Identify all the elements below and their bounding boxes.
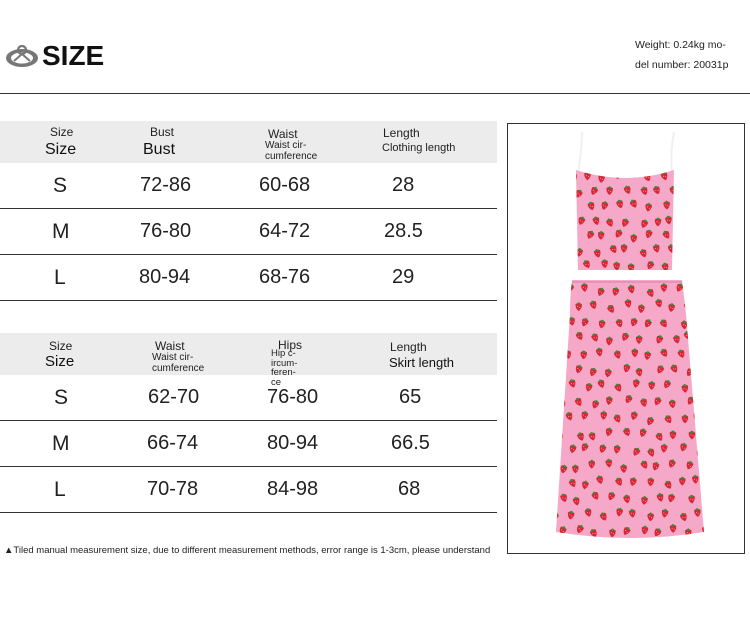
strawberry-icon bbox=[568, 260, 577, 271]
top-size-table bbox=[0, 121, 497, 301]
strawberry-icon bbox=[561, 301, 568, 310]
strawberry-icon bbox=[705, 395, 714, 406]
weight-text: Weight: 0.24kg mo- bbox=[635, 39, 726, 51]
table-row: M 76-80 64-72 28.5 bbox=[0, 209, 497, 255]
logo bbox=[4, 40, 104, 72]
strawberry-icon bbox=[549, 478, 559, 489]
strawberry-icon bbox=[548, 446, 556, 456]
header-cell-waist: Waist Waist cir- cumference bbox=[110, 333, 225, 375]
hanger-logo-icon bbox=[4, 41, 40, 71]
strawberry-set-illustration bbox=[508, 124, 744, 553]
header-cell-hips: Hips Hip c- ircum- feren- ce bbox=[225, 333, 340, 375]
strawberry-icon bbox=[696, 319, 704, 329]
table-row: S 62-70 76-80 65 bbox=[0, 375, 497, 421]
skirt-size-table bbox=[0, 333, 497, 513]
header-cell-bust: Bust Bust bbox=[110, 121, 225, 163]
table-header-row bbox=[0, 333, 497, 375]
strawberry-icon bbox=[703, 429, 710, 439]
strawberry-icon bbox=[696, 284, 705, 295]
strawberry-icon bbox=[632, 169, 638, 178]
model-number-text: del number: 20031p bbox=[635, 59, 729, 71]
header-cell-size: Size Size bbox=[0, 121, 110, 163]
strawberry-icon bbox=[552, 349, 560, 359]
table-row: L 80-94 68-76 29 bbox=[0, 255, 497, 301]
strawberry-icon bbox=[700, 303, 707, 312]
strawberry-icon bbox=[701, 462, 711, 473]
table-row: S 72-86 60-68 28 bbox=[0, 163, 497, 209]
header-divider bbox=[0, 93, 750, 94]
strawberry-icon bbox=[701, 331, 711, 342]
strawberry-icon bbox=[551, 383, 560, 394]
header-cell-length: Length Skirt length bbox=[340, 333, 497, 375]
strawberry-icon bbox=[568, 230, 576, 240]
strawberry-icon bbox=[567, 203, 576, 213]
strawberry-icon bbox=[692, 383, 700, 393]
measurement-footnote: ▲Tiled manual measurement size, due to different measurement methods, error range is 1-3cm, please understand bbox=[4, 545, 491, 556]
header-cell-size: Size Size bbox=[0, 333, 110, 375]
strawberry-icon bbox=[699, 365, 708, 376]
header-cell-length: Length Clothing length bbox=[340, 121, 497, 163]
strawberry-icon bbox=[556, 334, 566, 345]
table-row: L 70-78 84-98 68 bbox=[0, 467, 497, 513]
product-meta bbox=[635, 35, 728, 75]
header-cell-waist: Waist Waist cir- cumference bbox=[225, 121, 340, 163]
strawberry-icon bbox=[550, 320, 558, 330]
table-row: M 66-74 80-94 66.5 bbox=[0, 421, 497, 467]
strawberry-icon bbox=[552, 411, 559, 420]
product-photo bbox=[507, 123, 745, 554]
table-header-row bbox=[0, 121, 497, 163]
strawberry-icon bbox=[551, 285, 560, 296]
logo-title: SIZE bbox=[42, 40, 105, 71]
strawberry-icon bbox=[692, 349, 700, 359]
strawberry-icon bbox=[702, 492, 710, 502]
